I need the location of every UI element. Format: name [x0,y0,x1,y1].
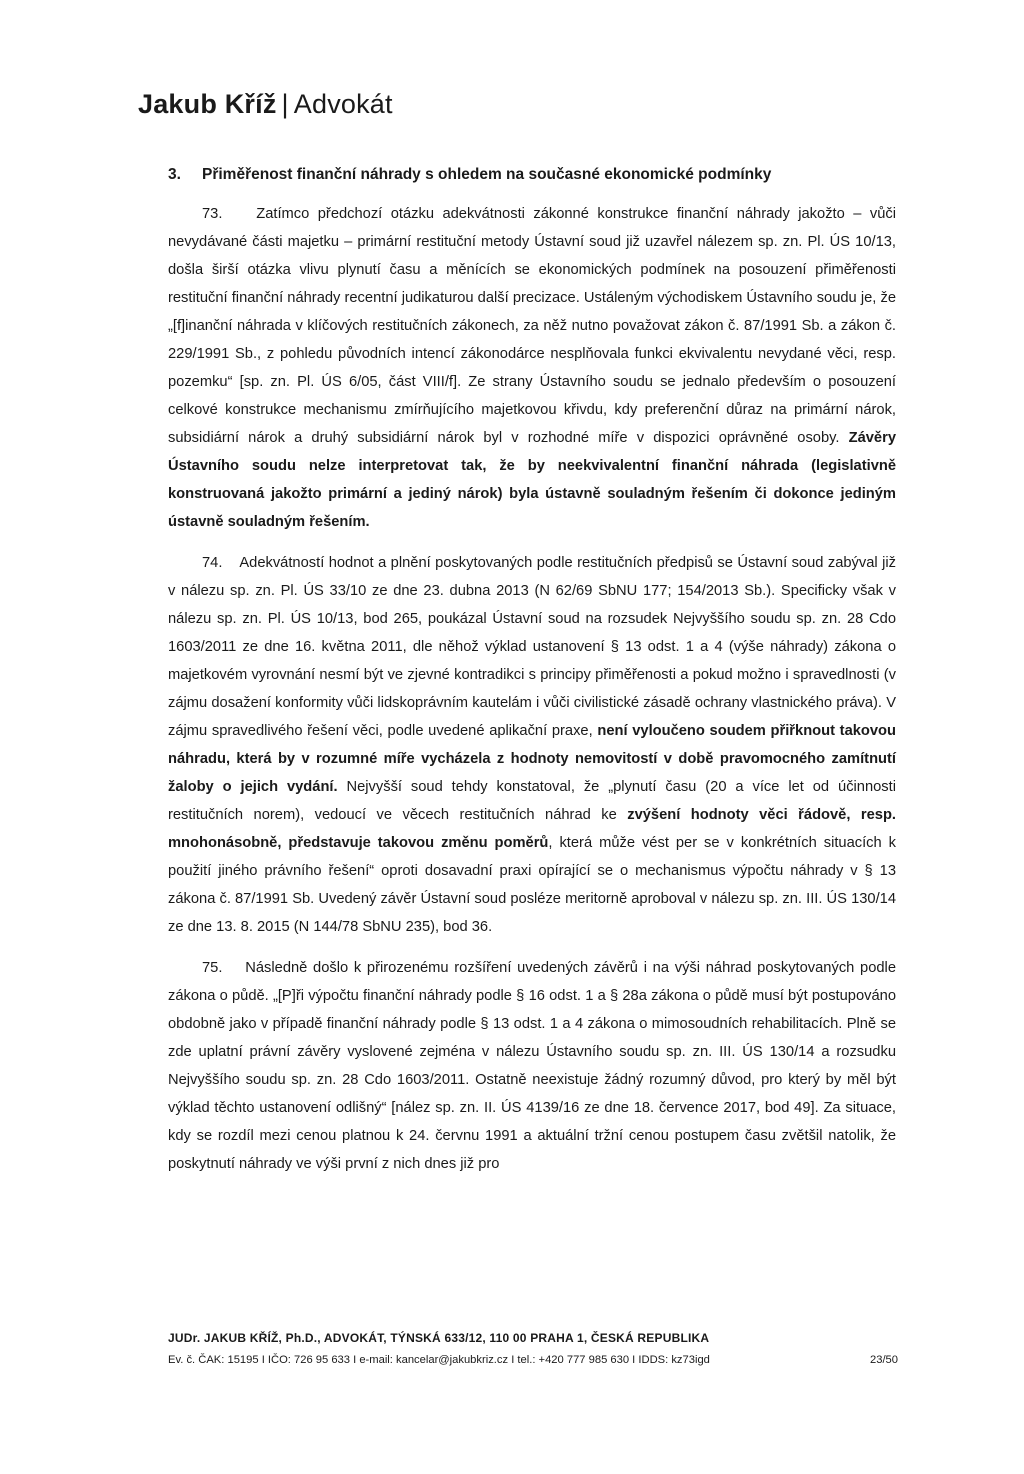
page-number: 23/50 [870,1354,898,1366]
document-body [168,160,896,1178]
footer-contacts-row [168,1350,898,1370]
paragraph-text: Adekvátností hodnot a plnění poskytovaných podle restitučních předpisů se Ústavní soud zabýval již v nálezu sp. zn. Pl. ÚS 33/10 ze dne 23. dubna 2013 (N 62/69 SbNU 177; 154/2013 Sb.). Specificky však v nálezu sp. zn. Pl. ÚS 10/13, bod 265, poukázal Ústavní soud na rozsudek Nejvyššího soudu sp. zn. 28 Cdo 1603/2011 ze dne 16. května 2011, dle něhož výklad ustanovení § 13 odst. 1 a 4 (výše náhrady) zákona o majetkovém vyrovnání nesmí být ve zjevné kontradikci s principy přiměřenosti a pokud možno i spravedlnosti (v zájmu dosažení konformity vůči lidskoprávním kautelám i vůči civilistické zásadě ochrany vlastnického práva). V zájmu spravedlivého řešení věci, podle uvedené aplikační praxe, [168,555,896,739]
letterhead-brand [138,89,393,120]
letterhead-role: Advokát [293,89,393,119]
section-number: 3. [168,166,181,183]
paragraph-emphasis: Závěry Ústavního soudu nelze interpretovat tak, že by neekvivalentní finanční náhrada (legislativně konstruovaná jakožto primární a jediný nárok) byla ústavně souladným řešením či dokonce jediným ústavně souladným řešením. [168,430,896,530]
letterhead-separator: | [281,89,289,119]
paragraph-text: Zatímco předchozí otázku adekvátnosti zákonné konstrukce finanční náhrady jakožto – vůči nevydávané části majetku – primární restituční metody Ústavní soud již uzavřel nálezem sp. zn. Pl. ÚS 10/13, došla širší otázka vlivu plynutí času a měnících se ekonomických podmínek na posouzení přiměřenosti restituční finanční náhrady recentní judikaturou další precizace. Ustáleným východiskem Ústavního soudu je, že „[f]inanční náhrada v klíčových restitučních zákonech, za něž nutno považovat zákon č. 87/1991 Sb. a zákon č. 229/1991 Sb., z pohledu původních intencí zákonodárce nesplňovala funkci ekvivalentu nevydané věci, resp. pozemku“ [sp. zn. Pl. ÚS 6/05, část VIII/f]. Ze strany Ústavního soudu se jednalo především o posouzení celkové konstrukce mechanismu zmírňujícího majetkovou křivdu, kdy preferenční důraz na primární nárok, subsidiární nárok a druhý subsidiární nárok byl v rozhodné míře v dispozici oprávněné osoby. [168,206,896,446]
footer-contacts: Ev. č. ČAK: 15195 I IČO: 726 95 633 I e-mail: kancelar@jakubkriz.cz I tel.: +420 777 985 630 I IDDS: kz73igd [168,1354,710,1366]
paragraph-text: Nejvyšší soud tehdy konstatoval, že „plynutí času (20 a více let od účinnosti restitučních norem), vedoucí ve věcech restitučních náhrad ke [168,779,896,823]
paragraph-number: 75. [202,960,223,976]
letterhead-name: Jakub Kříž [138,89,277,119]
paragraph-text: , která může vést per se v konkrétních situacích k použití jiného právního řešení“ oproti dosavadní praxi opírající se o mechanismus výpočtu náhrady v § 13 zákona č. 87/1991 Sb. Uvedený závěr Ústavní soud posléze meritorně aproboval v nálezu sp. zn. III. ÚS 130/14 ze dne 13. 8. 2015 (N 144/78 SbNU 235), bod 36. [168,835,896,935]
paragraph-number: 74. [202,555,223,571]
paragraph-text: Následně došlo k přirozenému rozšíření uvedených závěrů i na výši náhrad poskytovaných podle zákona o půdě. „[P]ři výpočtu finanční náhrady podle § 16 odst. 1 a § 28a zákona o půdě musí být postupováno obdobně jako v případě finanční náhrady podle § 13 odst. 1 a 4 zákona o mimosoudních rehabilitacích. Plně se zde uplatní právní závěry vyslovené zejména v nálezu Ústavního soudu sp. zn. III. ÚS 130/14 a rozsudku Nejvyššího soudu sp. zn. 28 Cdo 1603/2011. Ostatně neexistuje žádný rozumný důvod, pro který by měl být výklad těchto ustanovení odlišný“ [nález sp. zn. II. ÚS 4139/16 ze dne 18. července 2017, bod 49]. Za situace, kdy se rozdíl mezi cenou platnou k 24. červnu 1991 a aktuální tržní cenou postupem času zvětšil natolik, že poskytnutí náhrady ve výši první z nich dnes již pro [168,960,896,1172]
paragraph-emphasis: není vyloučeno soudem přiřknout takovou náhradu, která by v rozumné míře vycházela z hodnoty nemovitostí v době pravomocného zamítnutí žaloby o jejich vydání. [168,723,896,795]
page-footer [168,1328,898,1370]
paragraph-74 [168,549,896,941]
footer-address: JUDr. JAKUB KŘÍŽ, Ph.D., ADVOKÁT, TÝNSKÁ 633/12, 110 00 PRAHA 1, ČESKÁ REPUBLIKA [168,1331,710,1345]
section-title: Přiměřenost finanční náhrady s ohledem na současné ekonomické podmínky [202,166,772,183]
paragraph-75 [168,954,896,1178]
section-heading [168,160,896,190]
paragraph-emphasis: zvýšení hodnoty věci řádově, resp. mnohonásobně, představuje takovou změnu poměrů [168,807,896,851]
paragraph-73 [168,200,896,536]
paragraph-number: 73. [202,206,223,222]
